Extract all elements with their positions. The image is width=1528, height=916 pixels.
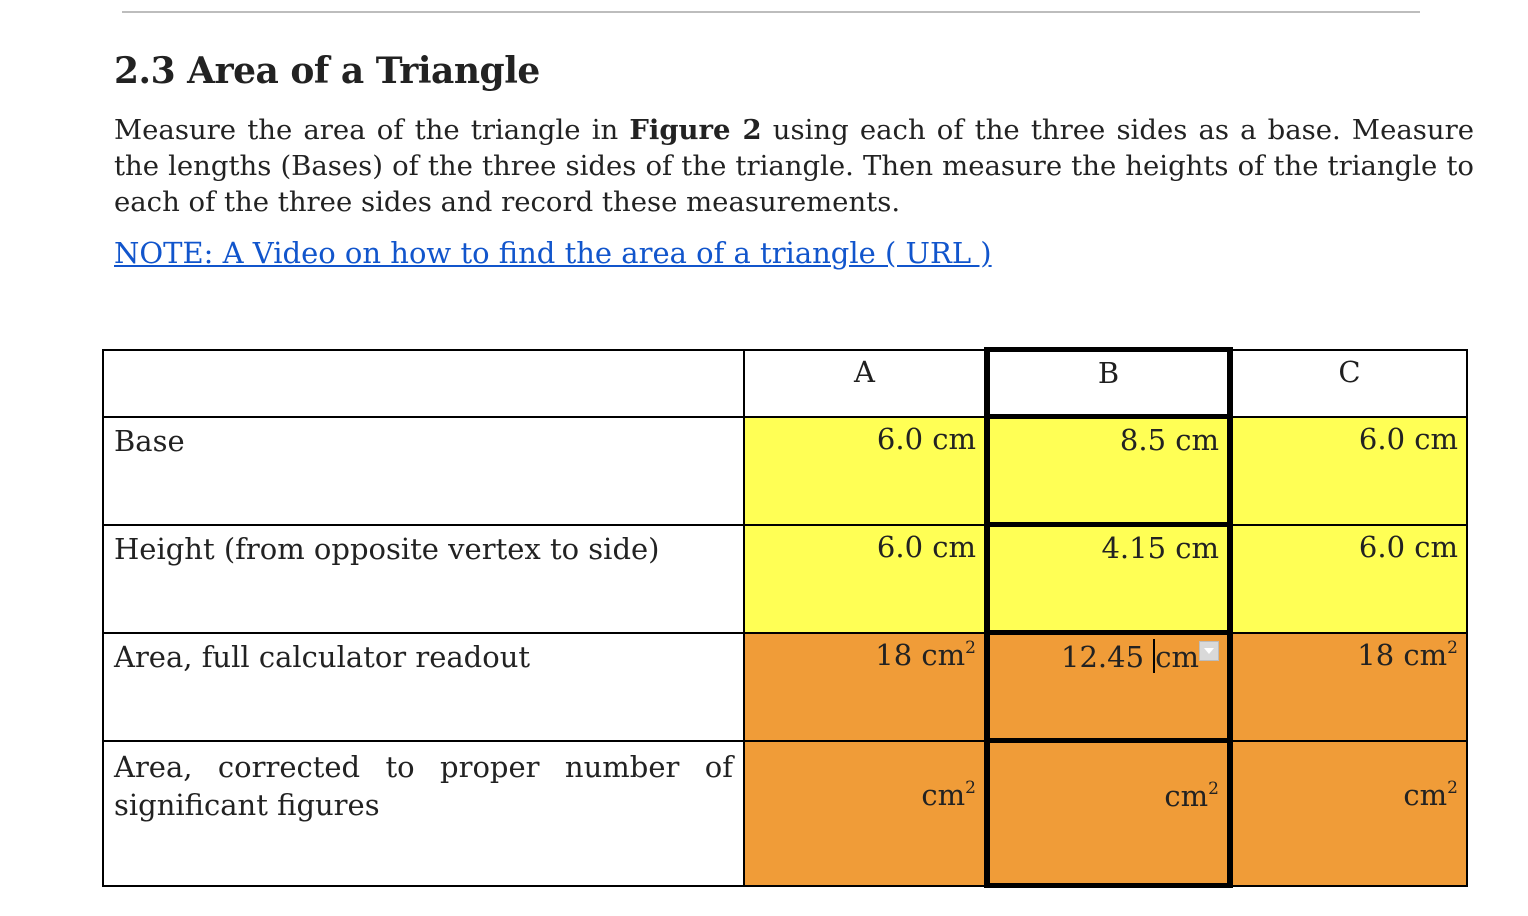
area-corrected-c-cell[interactable] <box>1230 741 1467 886</box>
area-readout-row <box>103 633 1467 741</box>
height-a-cell[interactable]: 6.0 cm <box>744 525 987 633</box>
area-readout-b-cell[interactable] <box>987 633 1230 741</box>
area-corrected-label: Area, corrected to proper number of significant figures <box>103 741 744 886</box>
height-c-cell[interactable]: 6.0 cm <box>1230 525 1467 633</box>
area-readout-c-cell[interactable] <box>1230 633 1467 741</box>
video-note-link[interactable]: NOTE: A Video on how to find the area of a triangle ( URL ) <box>114 236 992 270</box>
base-c-cell[interactable]: 6.0 cm <box>1230 417 1467 525</box>
instructions-paragraph <box>114 112 1474 220</box>
squared-superscript: 2 <box>1447 637 1458 658</box>
header-a: A <box>744 350 987 417</box>
paragraph-text: Measure the area of the triangle in <box>114 114 630 146</box>
squared-superscript: 2 <box>1447 777 1458 798</box>
area-corrected-a-cell[interactable] <box>744 741 987 886</box>
area-corrected-b-cell[interactable] <box>987 741 1230 886</box>
height-b-cell[interactable]: 4.15 cm <box>987 525 1230 633</box>
squared-superscript: 2 <box>965 637 976 658</box>
area-corrected-c-unit: cm <box>1403 777 1448 812</box>
header-row <box>103 350 1467 417</box>
horizontal-rule <box>122 11 1420 13</box>
area-readout-a-value: 18 cm <box>875 637 966 672</box>
area-corrected-row <box>103 741 1467 886</box>
area-readout-b-unit: cm <box>1155 640 1199 674</box>
section-heading: 2.3 Area of a Triangle <box>114 50 540 92</box>
base-a-cell[interactable]: 6.0 cm <box>744 417 987 525</box>
area-readout-label: Area, full calculator readout <box>103 633 744 741</box>
squared-superscript: 2 <box>1208 779 1219 799</box>
base-row <box>103 417 1467 525</box>
base-b-cell[interactable]: 8.5 cm <box>987 417 1230 525</box>
squared-superscript: 2 <box>965 777 976 798</box>
height-label: Height (from opposite vertex to side) <box>103 525 744 633</box>
paragraph-text-cont: using each of the three sides as a base. Measure the lengths (Bases) of the three sides of the triangle. Then measure the heights of the triangle to each of the three sides and record these measurements. <box>114 114 1475 218</box>
triangle-area-table <box>102 347 1468 888</box>
figure-reference: Figure 2 <box>629 114 762 146</box>
header-c: C <box>1230 350 1467 417</box>
area-corrected-a-unit: cm <box>921 777 966 812</box>
base-label: Base <box>103 417 744 525</box>
area-readout-c-value: 18 cm <box>1357 637 1448 672</box>
area-readout-b-value: 12.45 <box>1061 640 1154 674</box>
dropdown-arrow-icon[interactable] <box>1199 641 1219 661</box>
header-blank <box>103 350 744 417</box>
height-row <box>103 525 1467 633</box>
area-readout-a-cell[interactable] <box>744 633 987 741</box>
header-b: B <box>987 350 1230 417</box>
area-corrected-b-unit: cm <box>1164 779 1209 813</box>
